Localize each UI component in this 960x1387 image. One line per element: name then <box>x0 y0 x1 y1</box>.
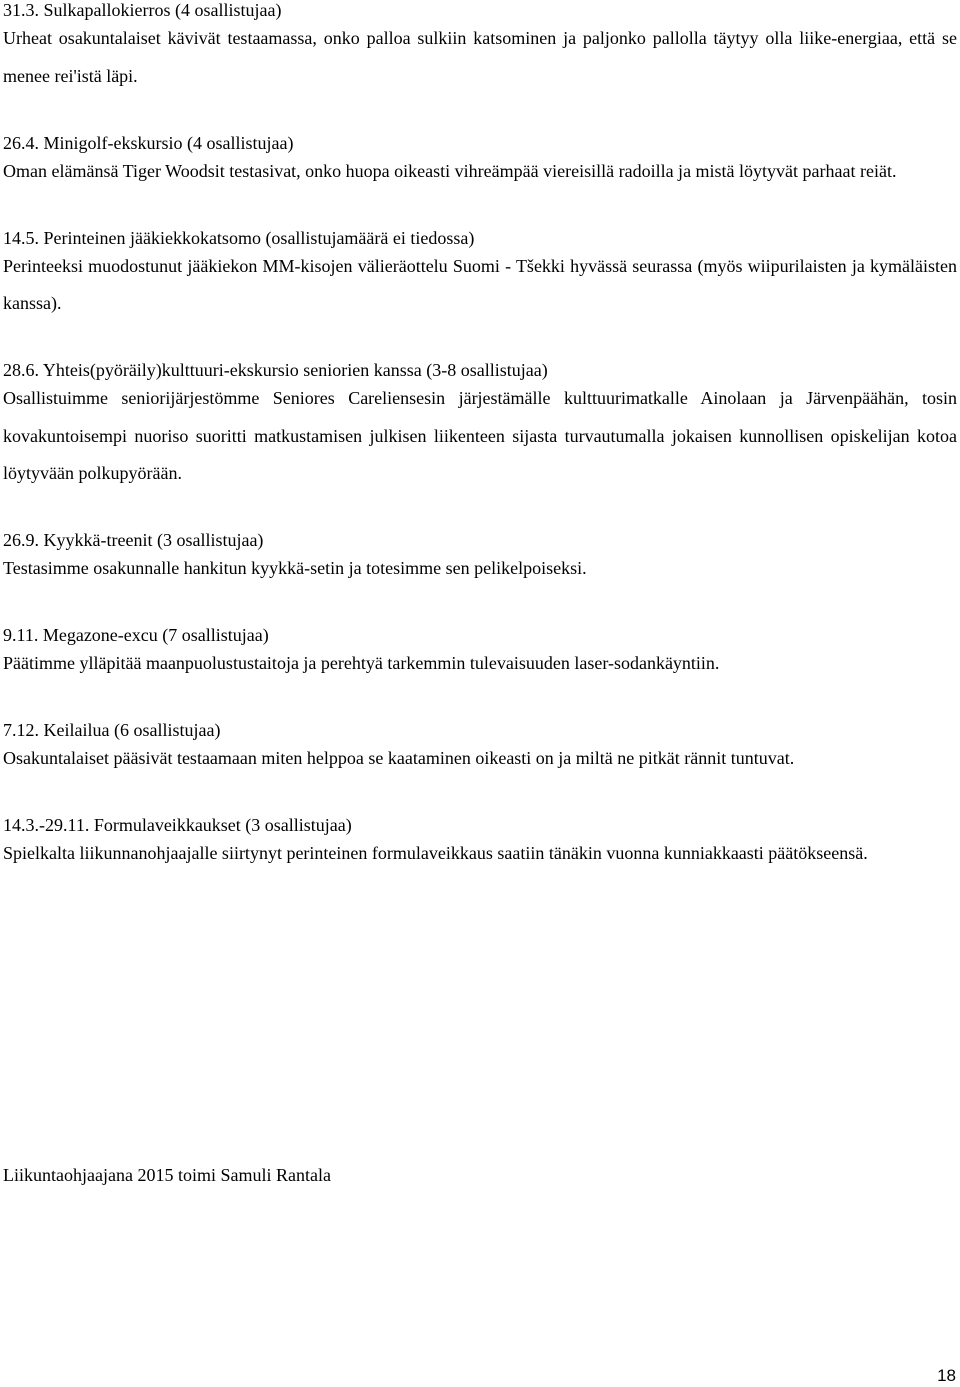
event-entry <box>3 133 957 191</box>
event-description: Perinteeksi muodostunut jääkiekon MM-kisojen välieräottelu Suomi - Tšekki hyvässä seurassa (myös wiipurilaisten ja kymäläisten kanssa). <box>3 255 957 313</box>
event-heading: 14.3.-29.11. Formulaveikkaukset (3 osallistujaa) <box>3 815 352 835</box>
event-heading: 31.3. Sulkapallokierros (4 osallistujaa) <box>3 0 282 20</box>
event-heading: 7.12. Keilailua (6 osallistujaa) <box>3 720 221 740</box>
event-heading: 26.4. Minigolf-ekskursio (4 osallistujaa) <box>3 132 294 153</box>
document-body <box>3 0 957 873</box>
event-entry <box>3 625 957 683</box>
event-entry <box>3 0 957 95</box>
event-entry <box>3 815 957 873</box>
event-entry <box>3 228 957 323</box>
event-description: Testasimme osakunnalle hankitun kyykkä-setin ja totesimme sen pelikelpoiseksi. <box>3 558 587 578</box>
event-heading: 9.11. Megazone-excu (7 osallistujaa) <box>3 625 269 645</box>
event-entry <box>3 720 957 778</box>
event-entry <box>3 530 957 588</box>
event-heading: 14.5. Perinteinen jääkiekkokatsomo (osallistujamäärä ei tiedossa) <box>3 227 475 248</box>
event-heading: 28.6. Yhteis(pyöräily)kulttuuri-ekskursio seniorien kanssa (3-8 osallistujaa) <box>3 360 548 380</box>
event-description: Urheat osakuntalaiset kävivät testaamassa, onko palloa sulkiin katsominen ja paljonko pallolla täytyy olla liike-energiaa, että se menee rei'istä läpi. <box>3 28 957 86</box>
event-description: Osallistuimme seniorijärjestömme Seniores Careliensesin järjestämälle kulttuurimatkalle Ainolaan ja Järvenpäähän, tosin kovakuntoisempi nuoriso suoritti matkustamisen julkisen liikenteen sijasta turvautumalla jokaisen kunnollisen opiskelijan kotoa löytyvään polkupyörään. <box>3 388 957 483</box>
event-description: Spielkalta liikunnanohjaajalle siirtynyt perinteinen formulaveikkaus saatiin tänäkin vuonna kunniakkaasti päätökseensä. <box>3 843 868 863</box>
event-description: Päätimme ylläpitää maanpuolustustaitoja ja perehtyä tarkemmin tulevaisuuden laser-sodankäyntiin. <box>3 653 720 673</box>
event-heading: 26.9. Kyykkä-treenit (3 osallistujaa) <box>3 530 264 550</box>
event-entry <box>3 360 957 493</box>
event-description: Oman elämänsä Tiger Woodsit testasivat, onko huopa oikeasti vihreämpää viereisillä radoilla ja mistä löytyvät parhaat reiät. <box>3 160 897 181</box>
signature-line: Liikuntaohjaajana 2015 toimi Samuli Rantala <box>3 1165 331 1185</box>
page-number: 18 <box>937 1366 956 1385</box>
event-description: Osakuntalaiset pääsivät testaamaan miten helppoa se kaataminen oikeasti on ja miltä ne pitkät rännit tuntuvat. <box>3 748 795 768</box>
